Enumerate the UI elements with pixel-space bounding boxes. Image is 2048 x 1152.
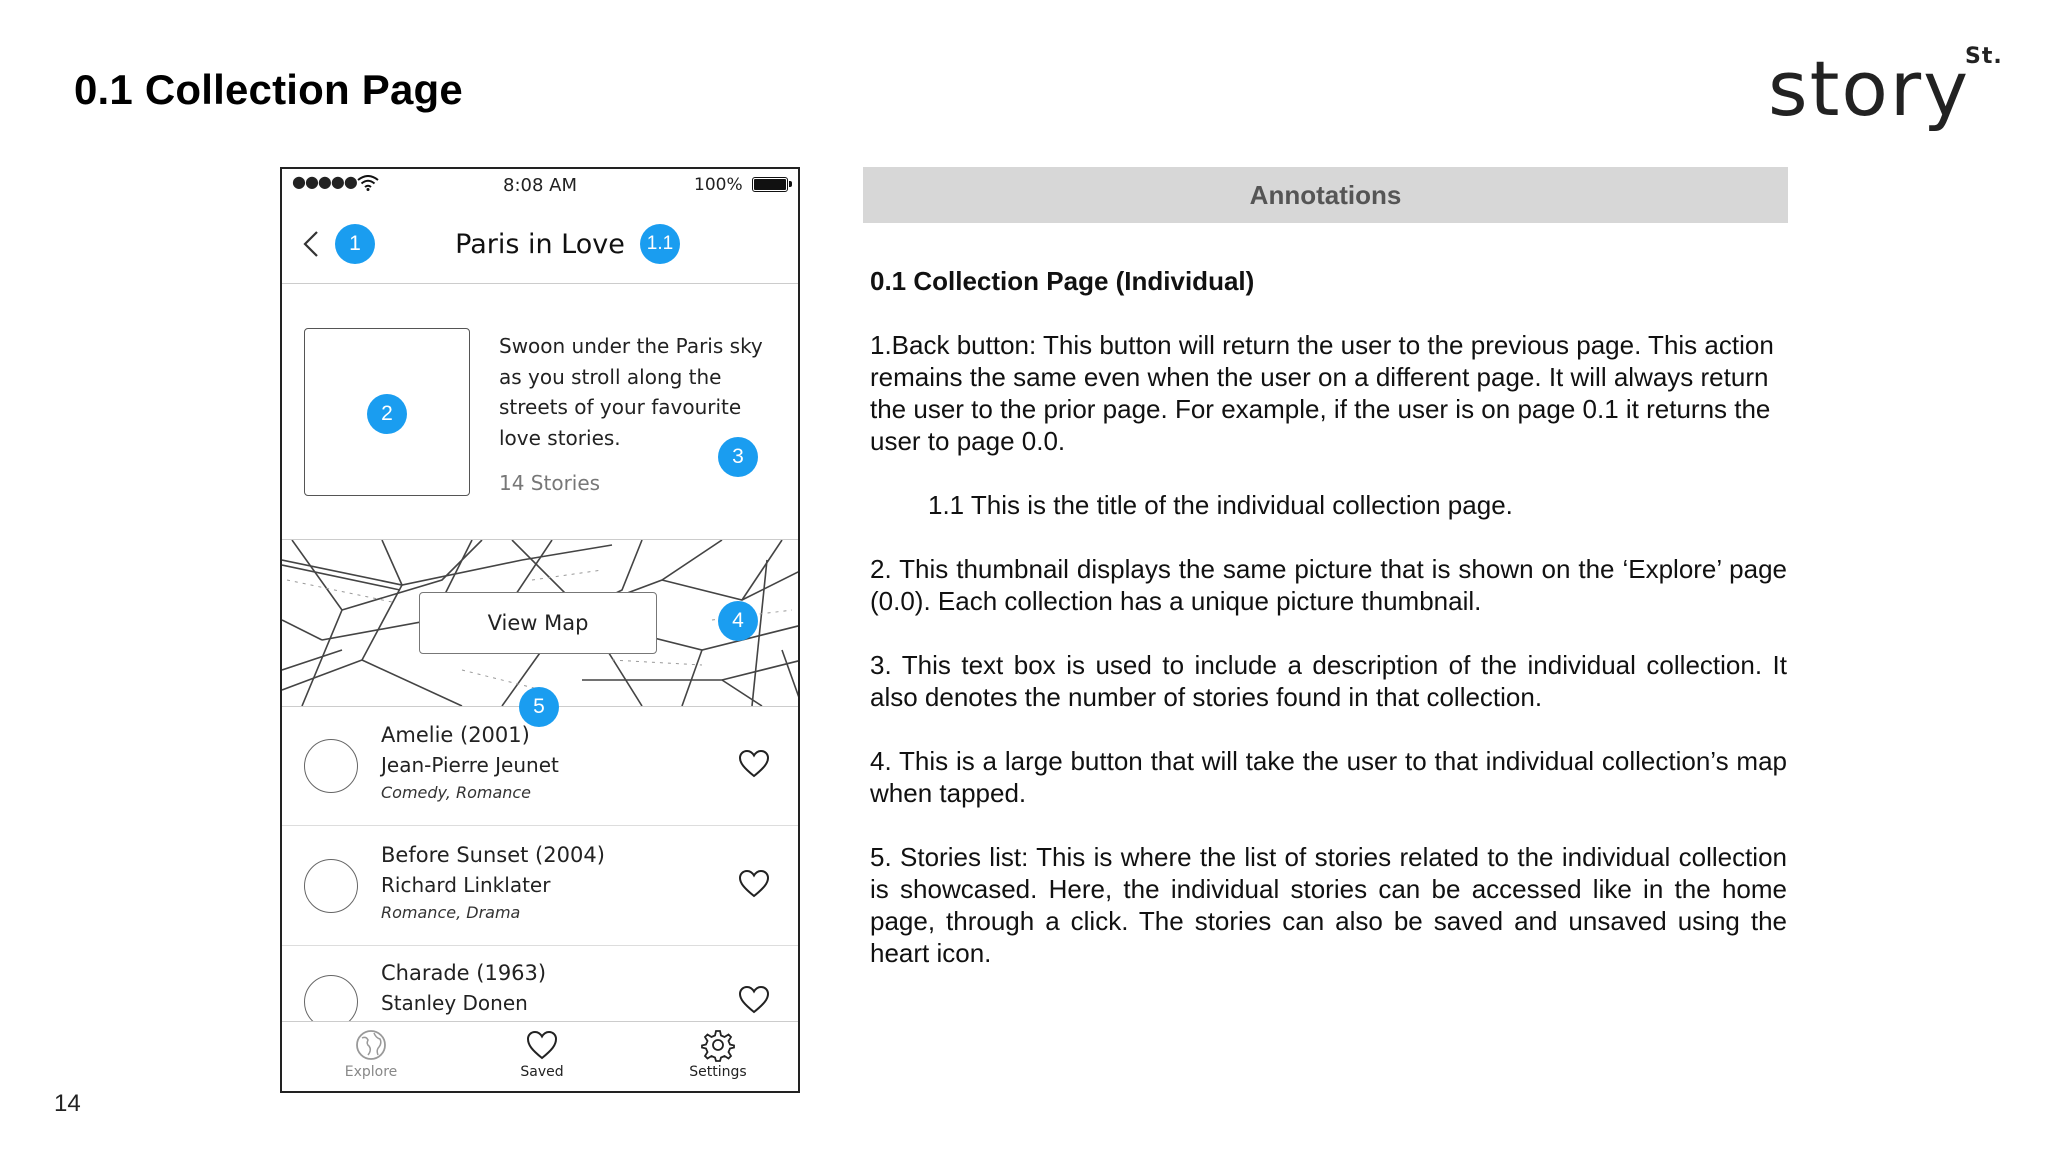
tab-explore[interactable] [306,1028,436,1080]
annotations-header: Annotations [863,167,1788,223]
tab-settings[interactable] [653,1028,783,1080]
battery-icon [752,177,788,192]
tab-label: Settings [689,1064,747,1080]
annotation-badge-1-1: 1.1 [640,224,680,264]
annotation-item: 1.Back button: This button will return the user to the previous page. This action remains the same even when the user on a different page. It will always return the user to the prior page. For example, if the user is on page 0.1 it returns the user to page 0.0. [870,330,1774,456]
annotation-item: 1.1 This is the title of the individual collection page. [928,490,1513,520]
heart-icon [525,1028,559,1062]
tab-label: Explore [344,1064,398,1080]
logo-suffix: St. [1965,44,2003,69]
battery-percent: 100% [694,175,743,195]
tab-saved[interactable] [477,1028,607,1080]
logo-wordmark: story [1768,44,1971,133]
heart-icon[interactable] [738,749,770,779]
story-thumbnail [304,739,358,793]
annotation-heading: 0.1 Collection Page (Individual) [870,266,1255,296]
story-count: 14 Stories [499,471,601,495]
story-title: Before Sunset (2004) [381,843,605,867]
story-director: Jean-Pierre Jeunet [381,753,559,777]
annotation-item: 2. This thumbnail displays the same picture that is shown on the ‘Explore’ page (0.0). Each collection has a unique picture thumbnail. [870,554,1787,616]
page-number: 14 [54,1090,81,1117]
status-bar [282,169,798,201]
slide-title: 0.1 Collection Page [74,66,463,113]
collection-description: Swoon under the Paris sky as you stroll along the streets of your favourite love stories. [499,334,763,450]
annotation-badge-5: 5 [519,687,559,727]
status-time: 8:08 AM [503,175,577,196]
heart-icon[interactable] [738,869,770,899]
globe-icon [354,1028,388,1062]
story-genre: Romance, Drama [381,903,521,922]
phone-mockup [280,167,800,1093]
story-director: Stanley Donen [381,991,528,1015]
annotation-badge-2: 2 [367,394,407,434]
view-map-button[interactable]: View Map [419,592,657,654]
heart-icon[interactable] [738,985,770,1015]
annotation-badge-3: 3 [718,437,758,477]
story-title: Charade (1963) [381,961,547,985]
annotation-badge-4: 4 [718,601,758,641]
annotation-item: 3. This text box is used to include a description of the individual collection. It also denotes the number of stories found in that collection. [870,650,1787,712]
annotations-body [870,265,1787,1001]
story-director: Richard Linklater [381,873,551,897]
story-genre: Comedy, Romance [381,783,532,802]
story-title: Amelie (2001) [381,723,530,747]
annotation-item: 5. Stories list: This is where the list of stories related to the individual collection is showcased. Here, the individual stories can be accessed like in the home page, through a click. The stories can also be saved and unsaved using the heart icon. [870,842,1787,968]
annotation-item: 4. This is a large button that will take the user to that individual collection’s map when tapped. [870,746,1787,808]
tab-bar [282,1021,798,1093]
signal-icon: ●●●●● [292,172,357,191]
collection-title: Paris in Love [455,229,625,260]
story-item[interactable] [282,825,798,946]
gear-icon [701,1028,735,1062]
annotation-badge-1: 1 [335,224,375,264]
story-logo [1768,44,2008,134]
story-thumbnail [304,859,358,913]
tab-label: Saved [520,1064,564,1080]
